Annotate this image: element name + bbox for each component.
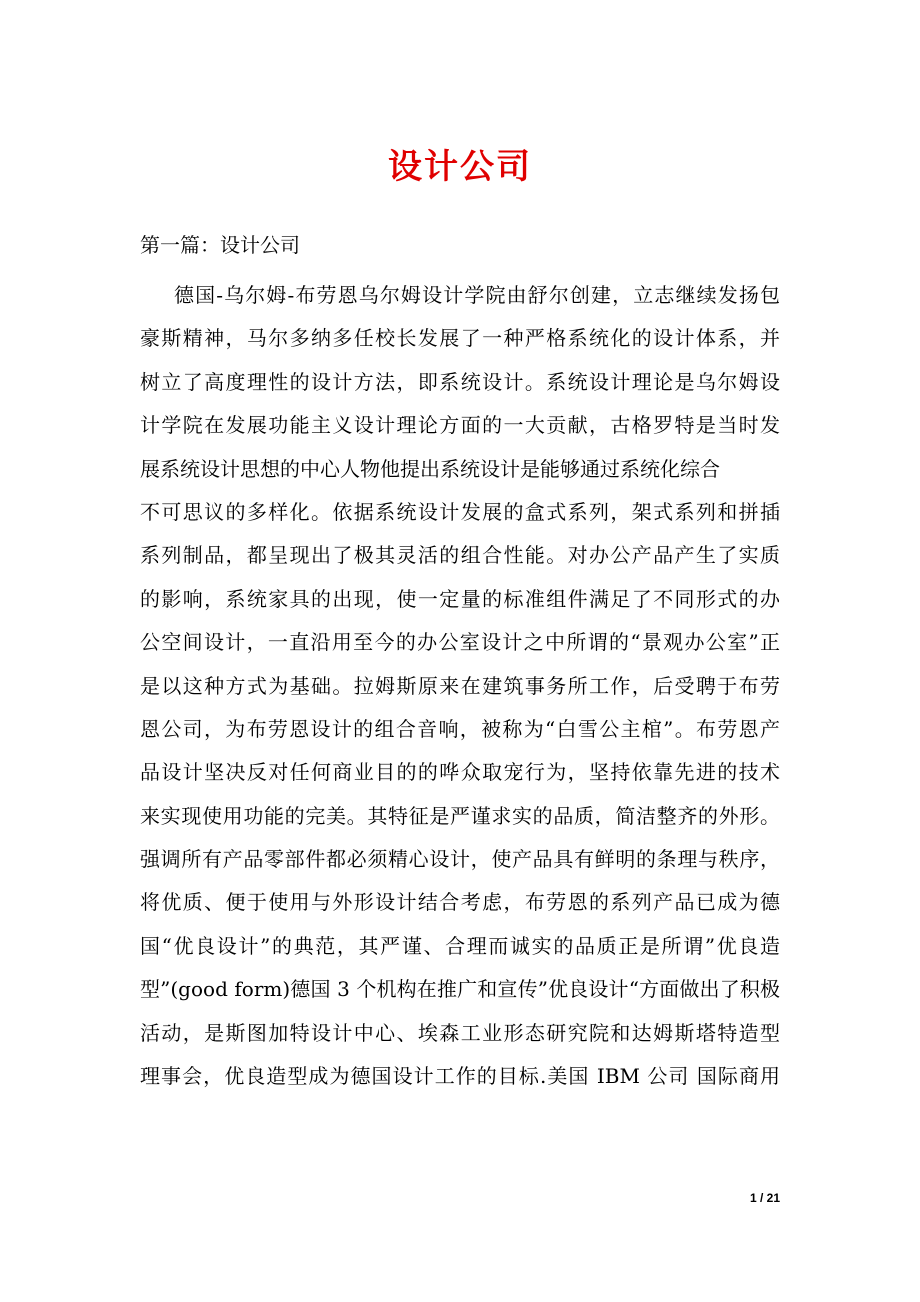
- text-line: 公空间设计，一直沿用至今的办公室设计之中所谓的“景观办公室”正: [140, 630, 780, 655]
- document-title: 设计公司: [388, 147, 532, 187]
- text-line: 活动，是斯图加特设计中心、埃森工业形态研究院和达姆斯塔特造型: [140, 1020, 780, 1045]
- text-line: 德国-乌尔姆-布劳恩乌尔姆设计学院由舒尔创建，立志继续发扬包: [174, 283, 780, 307]
- text-line: 型”(good form)德国 3 个机构在推广和宣传”优良设计“方面做出了积极: [140, 977, 780, 1002]
- text-line: 将优质、便于使用与外形设计结合考虑，布劳恩的系列产品已成为德: [140, 890, 780, 915]
- text-line: 展系统设计思想的中心人物他提出系统设计是能够通过系统化综合: [140, 456, 720, 481]
- text-line: 国“优良设计”的典范，其严谨、合理而诚实的品质正是所谓”优良造: [140, 933, 780, 958]
- text-line: 理事会，优良造型成为德国设计工作的目标.美国 IBM 公司 国际商用: [140, 1064, 780, 1089]
- body-text: [140, 274, 780, 1098]
- text-line: 来实现使用功能的完美。其特征是严谨求实的品质，简洁整齐的外形。: [140, 803, 780, 828]
- text-line: 豪斯精神，马尔多纳多任校长发展了一种严格系统化的设计体系，并: [140, 326, 780, 351]
- text-line: 恩公司，为布劳恩设计的组合音响，被称为“白雪公主棺”。布劳恩产: [140, 716, 780, 741]
- text-line: 树立了高度理性的设计方法，即系统设计。系统设计理论是乌尔姆设: [140, 369, 780, 394]
- text-line: 强调所有产品零部件都必须精心设计，使产品具有鲜明的条理与秩序，: [140, 847, 780, 872]
- text-line: 是以这种方式为基础。拉姆斯原来在建筑事务所工作，后受聘于布劳: [140, 673, 780, 698]
- text-line: 的影响，系统家具的出现，使一定量的标准组件满足了不同形式的办: [140, 586, 780, 611]
- page-number: 1 / 21: [749, 1191, 780, 1205]
- section-heading: 第一篇：设计公司: [140, 233, 300, 257]
- text-line: 系列制品，都呈现出了极其灵活的组合性能。对办公产品产生了实质: [140, 543, 780, 568]
- text-line: 不可思议的多样化。依据系统设计发展的盒式系列，架式系列和拼插: [140, 499, 780, 524]
- text-line: 品设计坚决反对任何商业目的的哗众取宠行为，坚持依靠先进的技术: [140, 760, 780, 785]
- text-line: 计学院在发展功能主义设计理论方面的一大贡献，古格罗特是当时发: [140, 413, 780, 438]
